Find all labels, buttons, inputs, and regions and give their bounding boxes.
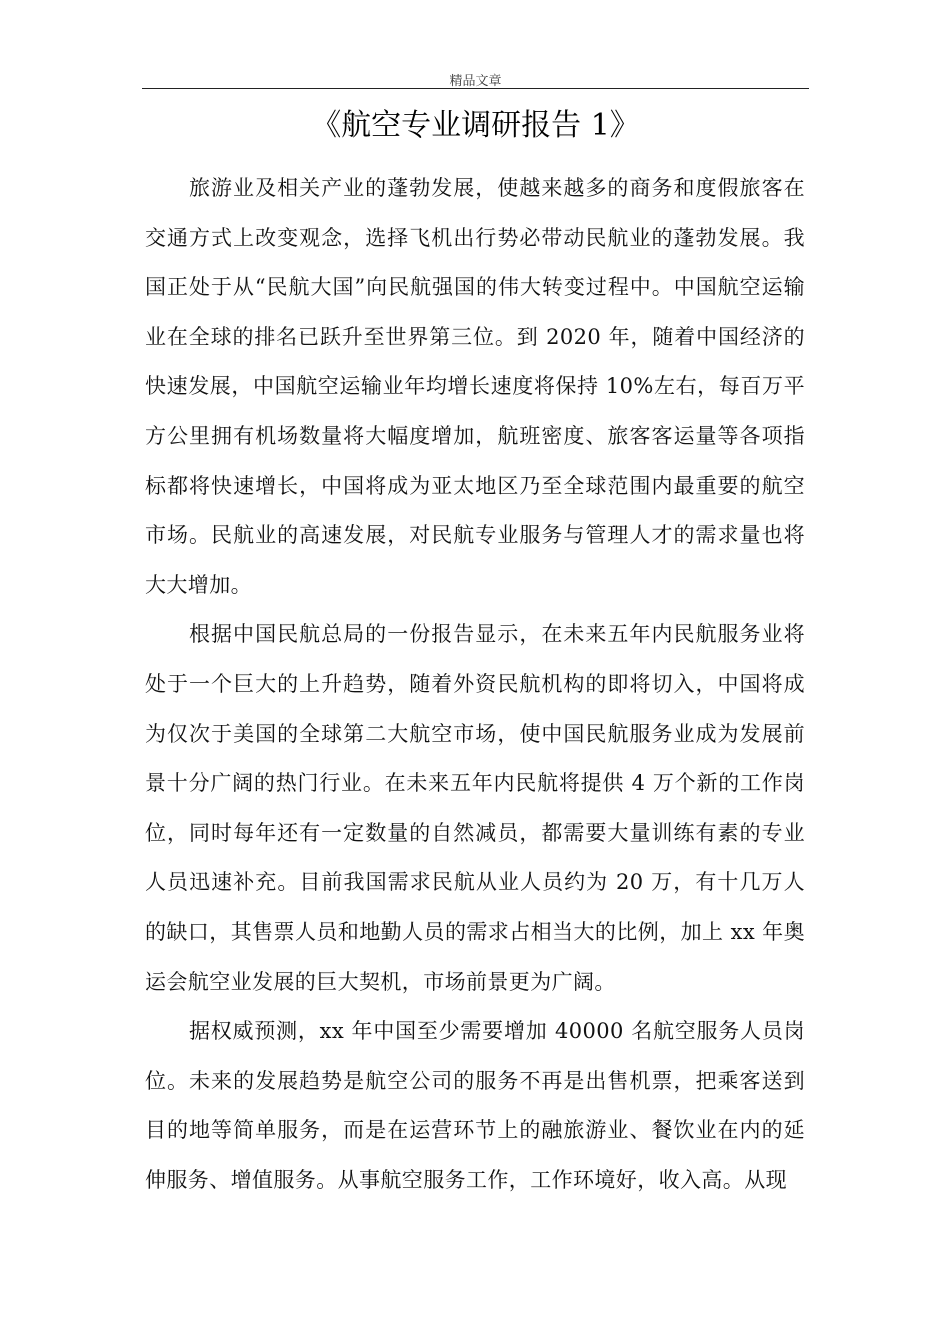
paragraph-1: 旅游业及相关产业的蓬勃发展，使越来越多的商务和度假旅客在交通方式上改变观念，选择飞机出行势必带动民航业的蓬勃发展。我国正处于从“民航大国”向民航强国的伟大转变过程中。中国航空运输业在全球的排名已跃升至世界第三位。到 2020 年，随着中国经济的快速发展，中国航空运输业年均增长速度将保持 10%左右，每百万平方公里拥有机场数量将大幅度增加，航班密度、旅客客运量等各项指标都将快速增长，中国将成为亚太地区乃至全球范围内最重要的航空市场。民航业的高速发展，对民航专业服务与管理人才的需求量也将大大增加。: [145, 176, 805, 597]
document-title: 《航空专业调研报告 1》: [311, 108, 640, 143]
paragraph-2: 根据中国民航总局的一份报告显示，在未来五年内民航服务业将处于一个巨大的上升趋势，随着外资民航机构的即将切入，中国将成为仅次于美国的全球第二大航空市场，使中国民航服务业成为发展前景十分广阔的热门行业。在未来五年内民航将提供 4 万个新的工作岗位，同时每年还有一定数量的自然减员，都需要大量训练有素的专业人员迅速补充。目前我国需求民航从业人员约为 20 万，有十几万人的缺口，其售票人员和地勤人员的需求占相当大的比例，加上 xx 年奥运会航空业发展的巨大契机，市场前景更为广阔。: [145, 622, 805, 994]
page-header: 精品文章: [449, 74, 502, 89]
header-divider: [142, 88, 809, 89]
paragraph-3: 据权威预测，xx 年中国至少需要增加 40000 名航空服务人员岗位。未来的发展趋势是航空公司的服务不再是出售机票，把乘客送到目的地等简单服务，而是在运营环节上的融旅游业、餐饮业在内的延伸服务、增值服务。从事航空服务工作，工作环境好，收入高。从现: [145, 1019, 805, 1192]
document-body: [145, 164, 805, 1205]
